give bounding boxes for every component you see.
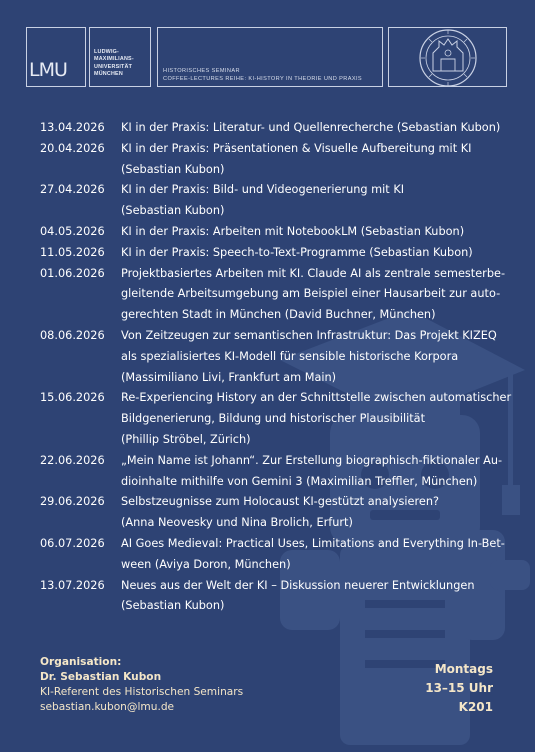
schedule-date: 08.06.2026 — [40, 329, 105, 342]
schedule-topic — [121, 576, 521, 618]
schedule-date: 13.07.2026 — [40, 578, 105, 592]
schedule-date: 11.05.2026 — [40, 245, 105, 259]
schedule-topic-line: Re-Experiencing History an der Schnittstelle zwischen automatischer — [121, 391, 512, 405]
schedule-topic-line: KI in der Praxis: Literatur- und Quellenrecherche (Sebastian Kubon) — [121, 121, 501, 134]
schedule-topic — [121, 326, 521, 388]
schedule-topic-line: (Sebastian Kubon) — [121, 599, 225, 613]
schedule-date: 04.05.2026 — [40, 225, 105, 238]
day-label: Montags — [434, 662, 493, 676]
department-box — [157, 27, 383, 87]
organisation-label: Organisation: — [40, 656, 122, 668]
series-name: COFFEE-LECTURES REIHE: KI-HISTORY IN THEORIE UND PRAXIS — [163, 76, 363, 82]
schedule-topic-line: Von Zeitzeugen zur semantischen Infrastruktur: Das Projekt KIZEQ — [121, 329, 497, 342]
schedule-topic-line: KI in der Praxis: Arbeiten mit NotebookLM (Sebastian Kubon) — [121, 225, 465, 238]
time-label: 13–15 Uhr — [425, 681, 493, 695]
organisation-block — [40, 655, 243, 715]
schedule-date: 15.06.2026 — [40, 391, 105, 405]
schedule-date: 27.04.2026 — [40, 183, 105, 197]
schedule-topic-line: Projektbasiertes Arbeiten mit KI. Claude AI als zentrale semesterbe- — [121, 266, 506, 280]
schedule-topic-line: AI Goes Medieval: Practical Uses, Limitations and Everything In-Bet- — [121, 537, 505, 550]
organiser-email[interactable]: sebastian.kubon@lmu.de — [40, 701, 175, 713]
schedule-topic — [121, 388, 521, 450]
schedule-date: 01.06.2026 — [40, 266, 105, 280]
schedule-topic — [121, 492, 521, 534]
schedule-topic — [121, 264, 521, 326]
schedule-topic — [121, 139, 521, 181]
schedule-topic-line: KI in der Praxis: Präsentationen & Visuelle Aufbereitung mit KI — [121, 141, 472, 155]
schedule-topic — [121, 243, 521, 264]
schedule-topic — [121, 118, 521, 139]
schedule-topic-line: Bildgenerierung, Bildung und historischer Plausibilität — [121, 412, 426, 426]
schedule-topic-line: gleitende Arbeitsumgebung am Beispiel einer Hausarbeit zur auto- — [121, 287, 501, 301]
logo-wordmark: LMU — [29, 59, 67, 81]
schedule-topic — [121, 534, 521, 576]
university-seal-icon — [417, 27, 479, 89]
schedule-topic-line: (Phillip Ströbel, Zürich) — [121, 432, 251, 446]
schedule-topic-line: (Sebastian Kubon) — [121, 162, 225, 176]
schedule-date: 29.06.2026 — [40, 495, 105, 509]
room-label: K201 — [458, 700, 493, 714]
schedule-topic — [121, 180, 521, 222]
schedule-date: 06.07.2026 — [40, 537, 105, 550]
organiser-role: KI-Referent des Historischen Seminars — [40, 686, 244, 698]
schedule-topic-line: (Massimiliano Livi, Frankfurt am Main) — [121, 370, 337, 384]
schedule-topic-line: gerechten Stadt in München (David Buchner, München) — [121, 308, 436, 322]
schedule-topic-line: KI in der Praxis: Bild- und Videogenerierung mit KI — [121, 183, 405, 197]
schedule-topic-line: „Mein Name ist Johann“. Zur Erstellung biographisch-fiktionaler Au- — [121, 453, 503, 467]
lmu-logo — [26, 27, 86, 87]
university-name-box — [89, 27, 151, 87]
schedule-topic-line: als spezialisiertes KI-Modell für sensible historische Korpora — [121, 349, 459, 363]
schedule-topic-line: Neues aus der Welt der KI – Diskussion neuerer Entwicklungen — [121, 578, 475, 592]
seal-box — [388, 27, 507, 87]
schedule-topic-line: (Sebastian Kubon) — [121, 204, 225, 218]
schedule-topic-line: Selbstzeugnisse zum Holocaust KI-gestützt analysieren? — [121, 495, 440, 509]
university-name: LUDWIG- MAXIMILIANS- UNIVERSITÄT MÜNCHEN — [94, 49, 134, 78]
time-place-block — [425, 660, 493, 717]
department-name: HISTORISCHES SEMINAR — [163, 68, 240, 74]
schedule-topic-line: ween (Aviya Doron, München) — [121, 557, 291, 571]
schedule-topic-line: (Anna Neovesky und Nina Brolich, Erfurt) — [121, 516, 353, 530]
schedule-topic — [121, 222, 521, 243]
schedule-topic-line: KI in der Praxis: Speech-to-Text-Programme (Sebastian Kubon) — [121, 245, 473, 259]
schedule-date: 22.06.2026 — [40, 453, 105, 467]
schedule-date: 20.04.2026 — [40, 141, 105, 155]
schedule-topic — [121, 451, 521, 493]
schedule-topic-line: dioinhalte mithilfe von Gemini 3 (Maximilian Treffler, München) — [121, 474, 478, 488]
schedule-date: 13.04.2026 — [40, 121, 105, 134]
organiser-name: Dr. Sebastian Kubon — [40, 671, 162, 683]
